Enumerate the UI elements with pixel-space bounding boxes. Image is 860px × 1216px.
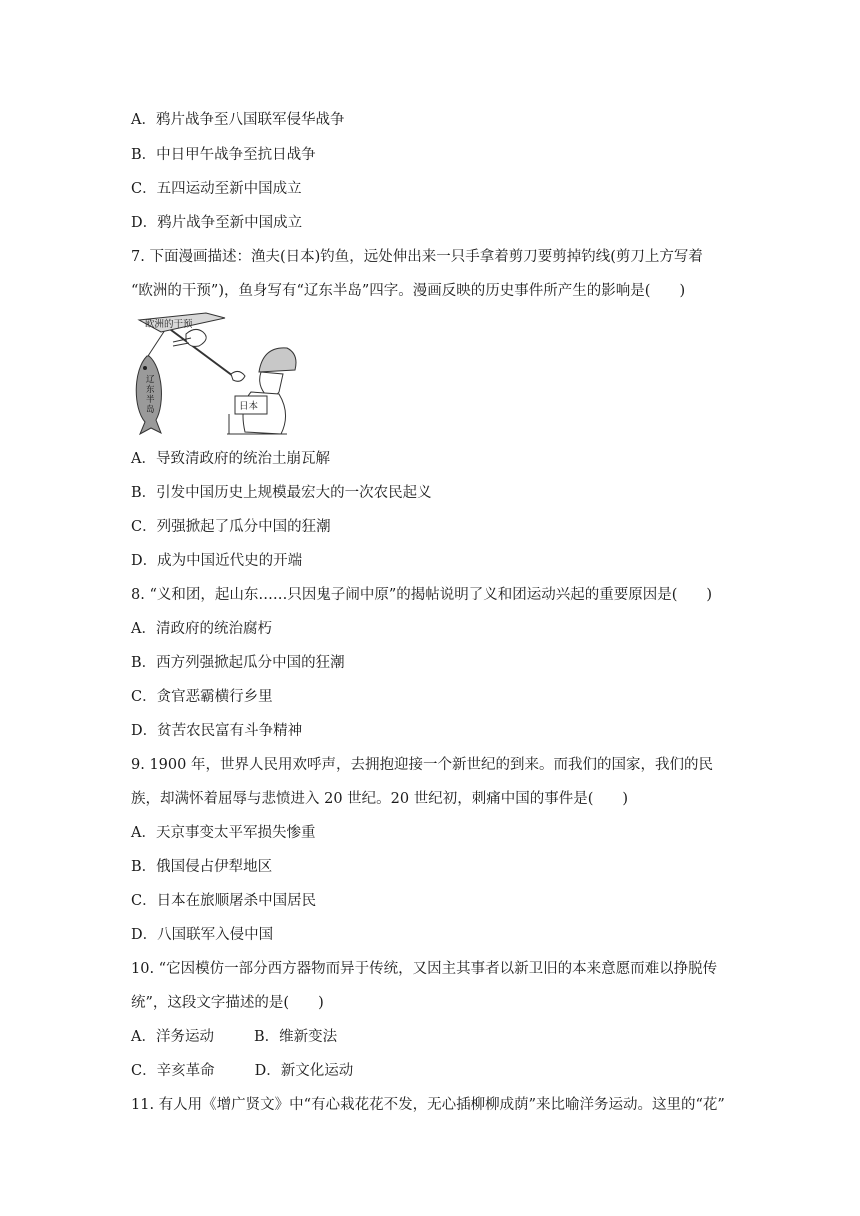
q7-stem-line-1: 7. 下面漫画描述：渔夫(日本)钓鱼，远处伸出来一只手拿着剪刀要剪掉钓线(剪刀上方写着: [131, 249, 703, 265]
scissors-label: 欧洲的干预: [145, 319, 193, 330]
q7-option-b: B．引发中国历史上规模最宏大的一次农民起义: [131, 485, 432, 501]
fish-label-char-4: 岛: [146, 405, 155, 415]
q9-option-d: D．八国联军入侵中国: [131, 927, 274, 943]
q7-option-d: D．成为中国近代史的开端: [131, 553, 303, 569]
q9-stem-line-2: 族，却满怀着屈辱与悲愤进入 20 世纪。20 世纪初，刺痛中国的事件是( ): [131, 791, 629, 807]
q8-option-c: C．贪官恶霸横行乡里: [131, 689, 273, 705]
q10-stem-line-1: 10. “它因模仿一部分西方器物而异于传统，又因主其事者以新卫旧的本来意愿而难以挣脱传: [131, 961, 718, 977]
q6-option-a: A．鸦片战争至八国联军侵华战争: [131, 112, 345, 128]
q10-options-row-2: [131, 1061, 353, 1081]
q6-option-d: D．鸦片战争至新中国成立: [131, 215, 303, 231]
q9-stem-line-1: 9. 1900 年，世界人民用欢呼声，去拥抱迎接一个新世纪的到来。而我们的国家，我们的民: [131, 757, 713, 773]
q7-option-a: A．导致清政府的统治土崩瓦解: [131, 451, 330, 467]
q10-option-a: A．洋务运动: [131, 1029, 214, 1045]
cartoon-illustration: [131, 310, 299, 440]
q8-option-d: D．贫苦农民富有斗争精神: [131, 723, 303, 739]
q9-option-c: C．日本在旅顺屠杀中国居民: [131, 893, 317, 909]
q8-option-a: A．清政府的统治腐朽: [131, 621, 272, 637]
q10-option-b: B．维新变法: [253, 1029, 338, 1045]
q9-option-b: B．俄国侵占伊犁地区: [131, 859, 273, 875]
q10-option-c: C．辛亥革命: [131, 1063, 215, 1079]
q10-options-row-1: [131, 1027, 337, 1047]
fish-label-char-3: 半: [146, 395, 155, 405]
fish-label-char-2: 东: [146, 385, 155, 395]
q8-option-b: B．西方列强掀起瓜分中国的狂潮: [131, 655, 345, 671]
q6-option-b: B．中日甲午战争至抗日战争: [131, 147, 316, 163]
q8-stem: 8. “义和团，起山东……只因鬼子闹中原”的揭帖说明了义和团运动兴起的重要原因是( ): [131, 587, 713, 603]
fish-label-char-1: 辽: [146, 375, 155, 385]
q11-stem-line-1: 11. 有人用《增广贤文》中“有心栽花花不发，无心插柳柳成荫”来比喻洋务运动。这里的“花”: [131, 1097, 725, 1113]
q10-stem-line-2: 统”，这段文字描述的是( ): [131, 995, 324, 1011]
q10-option-d: D．新文化运动: [254, 1063, 354, 1079]
q6-option-c: C．五四运动至新中国成立: [131, 181, 302, 197]
q9-option-a: A．天京事变太平军损失惨重: [131, 825, 316, 841]
q7-stem-line-2: “欧洲的干预”)，鱼身写有“辽东半岛”四字。漫画反映的历史事件所产生的影响是( ): [131, 283, 686, 299]
q7-option-c: C．列强掀起了瓜分中国的狂潮: [131, 519, 331, 535]
fisher-label: 日本: [239, 401, 259, 412]
